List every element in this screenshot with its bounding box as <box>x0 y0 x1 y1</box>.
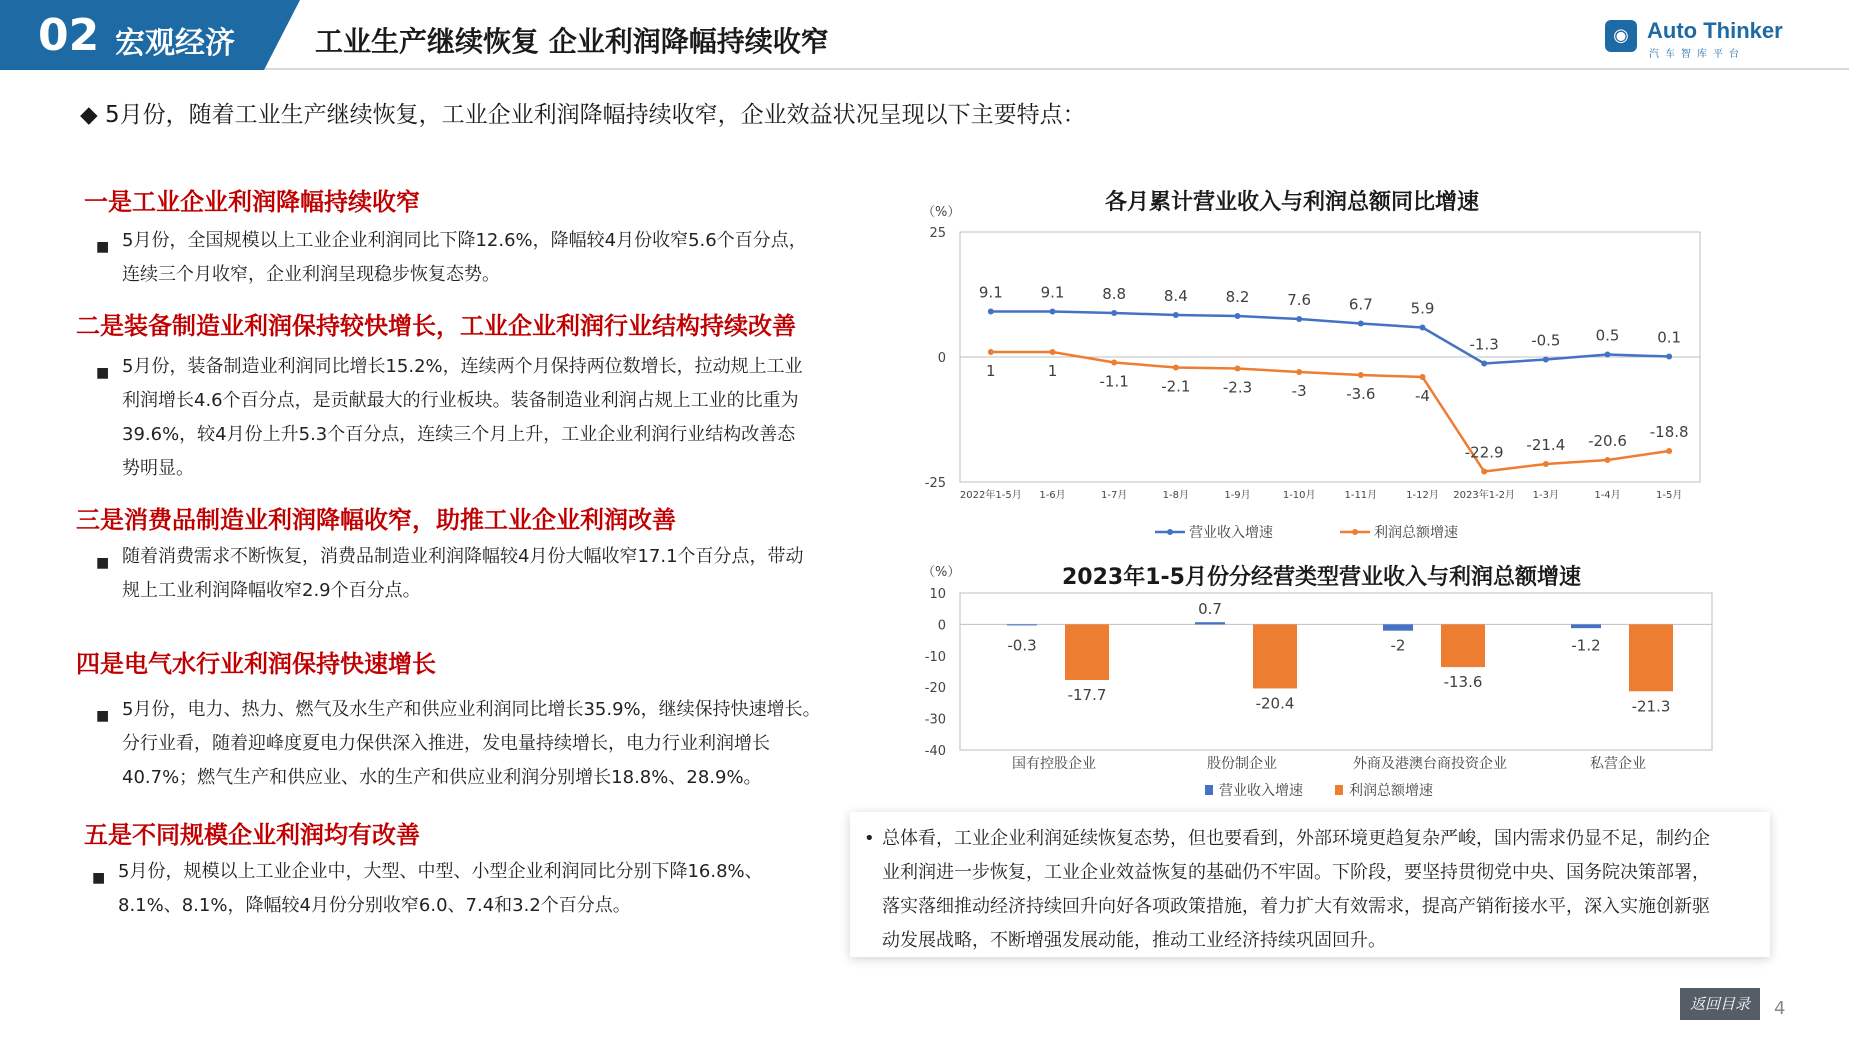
data-label: -3.6 <box>1346 385 1376 403</box>
data-point <box>1666 354 1672 360</box>
bar <box>1007 624 1037 625</box>
data-point <box>1235 313 1241 319</box>
legend-label: 营业收入增速 <box>1219 783 1303 799</box>
body-line: 连续三个月收窄，企业利润呈现稳步恢复态势。 <box>122 264 500 285</box>
data-label: 7.6 <box>1287 291 1312 309</box>
summary-line: 动发展战略，不断增强发展动能，推动工业经济持续巩固回升。 <box>882 930 1386 951</box>
x-tick-label: 1-5月 <box>1655 490 1683 501</box>
data-point <box>1173 312 1179 318</box>
bar <box>1383 624 1413 630</box>
data-point <box>1111 360 1117 366</box>
data-label: 6.7 <box>1348 295 1373 314</box>
data-point <box>1481 361 1487 367</box>
data-label: -20.4 <box>1255 694 1295 713</box>
data-label: 5.9 <box>1410 299 1435 318</box>
y-tick-label: 0 <box>937 351 946 366</box>
body-line: 利润增长4.6个百分点，是贡献最大的行业板块。装备制造业利润占规上工业的比重为 <box>122 390 799 411</box>
bar-chart <box>900 555 1720 805</box>
bar <box>1195 622 1225 624</box>
legend-marker <box>1352 529 1358 535</box>
data-label: 0.5 <box>1595 326 1620 345</box>
brand-logo <box>1605 18 1805 58</box>
page-number: 4 <box>1774 998 1786 1019</box>
data-point <box>1358 372 1364 378</box>
legend-label: 营业收入增速 <box>1189 525 1273 541</box>
data-label: 8.4 <box>1163 287 1188 305</box>
bar <box>1571 624 1601 628</box>
section-body-4 <box>96 693 856 795</box>
y-tick-label: 10 <box>929 587 946 602</box>
data-label: -2.3 <box>1222 378 1253 397</box>
series-line-1 <box>991 312 1669 364</box>
body-line: 随着消费需求不断恢复，消费品制造业利润降幅较4月份大幅收窄17.1个百分点，带动 <box>122 546 804 567</box>
bullet-icon: ■ <box>96 365 110 381</box>
data-label: -1.2 <box>1571 636 1601 655</box>
body-line: 5月份，电力、热力、燃气及水生产和供应业利润同比增长35.9%，继续保持快速增长。 <box>122 699 821 720</box>
section-heading-1: 一是工业企业利润降幅持续收窄 <box>84 188 420 216</box>
data-label: -22.9 <box>1464 443 1504 462</box>
x-tick-label: 1-10月 <box>1282 490 1316 501</box>
data-label: -17.7 <box>1067 685 1107 704</box>
body-line: 39.6%，较4月份上升5.3个百分点，连续三个月上升，工业企业利润行业结构改善态 <box>122 424 796 445</box>
x-tick-label: 1-3月 <box>1532 490 1560 501</box>
legend-swatch <box>1205 785 1213 795</box>
summary-box <box>850 812 1770 957</box>
data-label: 8.2 <box>1225 288 1250 306</box>
intro-text: ◆ 5月份，随着工业生产继续恢复，工业企业利润降幅持续收窄，企业效益状况呈现以下主要特点： <box>80 102 1086 128</box>
logo-icon: ◉ <box>1605 20 1637 52</box>
x-tick-label: 1-7月 <box>1100 490 1128 501</box>
y-tick-label: -25 <box>924 476 946 491</box>
legend-marker <box>1167 529 1173 535</box>
line-chart <box>900 200 1720 545</box>
series-line-2 <box>991 352 1669 472</box>
x-tick-label: 2022年1-5月 <box>959 490 1022 501</box>
data-point <box>1481 469 1487 475</box>
data-point <box>1666 448 1672 454</box>
data-label: 1 <box>986 362 996 380</box>
bar <box>1441 624 1485 667</box>
body-line: 40.7%；燃气生产和供应业、水的生产和供应业利润分别增长18.8%、28.9%。 <box>122 767 762 788</box>
back-to-contents-button[interactable]: 返回目录 <box>1680 988 1760 1020</box>
x-tick-label: 1-8月 <box>1162 490 1190 501</box>
logo-subtitle: 汽车智库平台 <box>1649 49 1745 60</box>
data-point <box>1111 310 1117 316</box>
summary-line: 总体看，工业企业利润延续恢复态势，但也要看到，外部环境更趋复杂严峻，国内需求仍显不足，制约企 <box>882 828 1710 849</box>
y-tick-label: -40 <box>924 744 946 759</box>
data-point <box>1605 457 1611 463</box>
legend-label: 利润总额增速 <box>1349 783 1433 799</box>
data-point <box>1358 321 1364 327</box>
data-label: -21.3 <box>1631 697 1671 716</box>
x-tick-label: 国有控股企业 <box>1012 756 1096 772</box>
section-number: 02 <box>38 10 100 61</box>
data-label: -2.1 <box>1161 377 1191 396</box>
x-tick-label: 私营企业 <box>1590 756 1646 772</box>
header-bar <box>0 0 1849 70</box>
data-label: 0.7 <box>1198 600 1222 619</box>
x-tick-label: 1-4月 <box>1594 490 1621 501</box>
data-label: -21.4 <box>1526 436 1566 454</box>
section-heading-5: 五是不同规模企业利润均有改善 <box>84 821 420 849</box>
x-tick-label: 1-11月 <box>1344 490 1378 501</box>
page-title: 工业生产继续恢复 企业利润降幅持续收窄 <box>315 25 829 58</box>
y-axis-unit: （%） <box>922 205 961 220</box>
data-point <box>988 349 994 355</box>
data-point <box>1296 316 1302 322</box>
data-label: -20.6 <box>1588 432 1627 450</box>
data-label: 9.1 <box>1040 283 1065 302</box>
bullet-icon: ■ <box>96 708 110 724</box>
x-tick-label: 1-12月 <box>1406 490 1439 501</box>
data-label: -13.6 <box>1443 673 1483 692</box>
data-point <box>1296 369 1302 375</box>
data-point <box>1173 365 1179 371</box>
bullet-icon: ■ <box>96 555 110 571</box>
logo-name: Auto Thinker <box>1647 18 1783 43</box>
data-point <box>1420 325 1426 331</box>
body-line: 分行业看，随着迎峰度夏电力保供深入推进，发电量持续增长，电力行业利润增长 <box>122 733 770 754</box>
data-point <box>988 309 994 315</box>
bar-chart-title: 2023年1-5月份分经营类型营业收入与利润总额增速 <box>1062 565 1581 590</box>
body-line: 5月份，规模以上工业企业中，大型、中型、小型企业利润同比分别下降16.8%、 <box>118 861 763 882</box>
x-tick-label: 2023年1-2月 <box>1453 490 1516 501</box>
data-label: 8.8 <box>1102 285 1127 303</box>
data-label: -0.3 <box>1007 636 1037 655</box>
body-line: 势明显。 <box>122 458 194 479</box>
data-label: 9.1 <box>978 283 1003 302</box>
summary-line: 落实落细推动经济持续回升向好各项政策措施，着力扩大有效需求，提高产销衔接水平，深入实施创新驱 <box>882 896 1710 917</box>
body-line: 规上工业利润降幅收窄2.9个百分点。 <box>122 580 421 601</box>
section-body-2 <box>96 350 856 486</box>
x-tick-label: 股份制企业 <box>1207 756 1277 772</box>
y-axis-unit: （%） <box>922 565 961 580</box>
bar <box>1629 624 1673 691</box>
section-heading-2: 二是装备制造业利润保持较快增长，工业企业利润行业结构持续改善 <box>76 312 796 340</box>
y-tick-label: -20 <box>924 681 946 697</box>
data-point <box>1420 374 1426 380</box>
section-body-3 <box>96 540 856 608</box>
bullet-icon: ■ <box>96 239 110 255</box>
legend-swatch <box>1335 785 1343 795</box>
y-tick-label: 0 <box>937 618 946 634</box>
x-tick-label: 1-6月 <box>1039 490 1066 501</box>
data-label: -0.5 <box>1531 331 1561 350</box>
y-tick-label: -30 <box>924 712 946 728</box>
data-point <box>1605 352 1611 358</box>
data-label: -1.1 <box>1099 372 1129 391</box>
data-label: -4 <box>1415 387 1430 405</box>
y-tick-label: -10 <box>924 649 946 665</box>
body-line: 8.1%、8.1%，降幅较4月份分别收窄6.0、7.4和3.2个百分点。 <box>118 895 631 916</box>
data-point <box>1235 366 1241 372</box>
data-point <box>1050 349 1056 355</box>
section-body-5 <box>92 855 852 923</box>
body-line: 5月份，全国规模以上工业企业利润同比下降12.6%，降幅较4月份收窄5.6个百分点， <box>122 230 807 251</box>
data-point <box>1050 309 1056 315</box>
data-label: 1 <box>1047 362 1058 380</box>
bar <box>1253 624 1297 688</box>
data-point <box>1543 461 1549 467</box>
section-body-1 <box>96 224 856 292</box>
section-name: 宏观经济 <box>115 26 235 61</box>
section-heading-3: 三是消费品制造业利润降幅收窄，助推工业企业利润改善 <box>76 506 676 534</box>
summary-line: 业利润进一步恢复，工业企业效益恢复的基础仍不牢固。下阶段，要坚持贯彻党中央、国务院决策部署， <box>882 862 1710 883</box>
data-label: -1.3 <box>1469 335 1499 354</box>
data-label: -18.8 <box>1649 423 1689 441</box>
body-line: 5月份，装备制造业利润同比增长15.2%，连续两个月保持两位数增长，拉动规上工业 <box>122 356 803 377</box>
data-label: 0.1 <box>1657 328 1682 347</box>
summary-bullet: • <box>864 828 875 849</box>
data-point <box>1543 357 1549 363</box>
y-tick-label: 25 <box>929 226 946 241</box>
legend-label: 利润总额增速 <box>1374 525 1458 541</box>
section-heading-4: 四是电气水行业利润保持快速增长 <box>76 650 436 678</box>
data-label: -3 <box>1291 382 1307 400</box>
x-tick-label: 1-9月 <box>1224 490 1251 501</box>
x-tick-label: 外商及港澳台商投资企业 <box>1353 756 1507 772</box>
bar <box>1065 624 1109 680</box>
bullet-icon: ■ <box>92 870 106 886</box>
data-label: -2 <box>1390 636 1406 655</box>
line-chart-title: 各月累计营业收入与利润总额同比增速 <box>1105 190 1480 215</box>
